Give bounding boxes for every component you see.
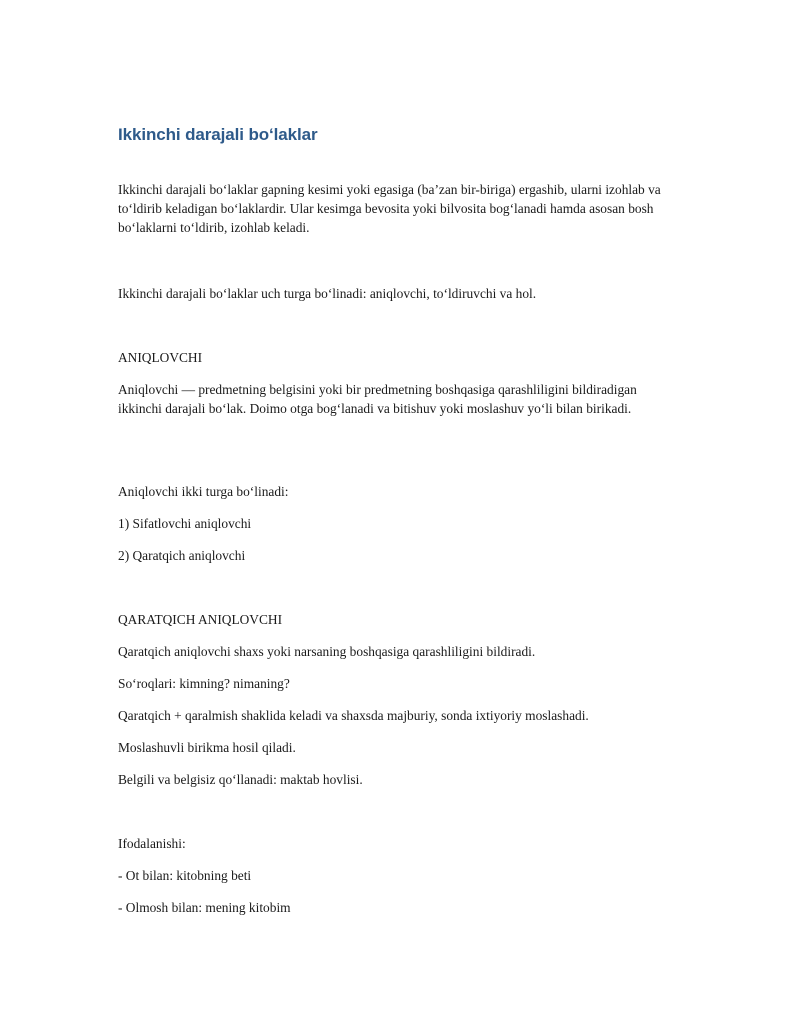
list-item: 2) Qaratqich aniqlovchi [118,548,246,563]
qaratqich-line: Belgili va belgisiz qo‘llanadi: maktab hovlisi. [118,772,363,787]
page-title: Ikkinchi darajali bo‘laklar [118,125,318,144]
ifodalanishi-heading: Ifodalanishi: [118,836,186,851]
list-item: 1) Sifatlovchi aniqlovchi [118,516,252,531]
qaratqich-line: Qaratqich + qaralmish shaklida keladi va shaxsda majburiy, sonda ixtiyoriy moslashadi. [118,708,589,723]
qaratqich-heading: QARATQICH ANIQLOVCHI [118,612,283,627]
types-sentence: Ikkinchi darajali bo‘laklar uch turga bo‘linadi: aniqlovchi, to‘ldiruvchi va hol. [118,286,537,301]
qaratqich-line: Moslashuvli birikma hosil qiladi. [118,740,296,755]
aniqlovchi-heading: ANIQLOVCHI [118,350,203,365]
aniqlovchi-types-intro: Aniqlovchi ikki turga bo‘linadi: [118,484,289,499]
qaratqich-line: So‘roqlari: kimning? nimaning? [118,676,290,691]
intro-paragraph: Ikkinchi darajali bo‘laklar gapning kesimi yoki egasiga (ba’zan bir-biriga) ergashib, ularni izohlab va to‘ldirib keladigan bo‘laklardir. Ular kesimga bevosita yoki bilvosita bog‘lanadi hamda asosan bosh bo‘laklarni to‘ldirib, izohlab keladi. [118,182,661,235]
qaratqich-line: Qaratqich aniqlovchi shaxs yoki narsaning boshqasiga qarashliligini bildiradi. [118,644,536,659]
list-item: - Ot bilan: kitobning beti [118,868,252,883]
aniqlovchi-definition: Aniqlovchi — predmetning belgisini yoki bir predmetning boshqasiga qarashliligini bildiradigan ikkinchi darajali bo‘lak. Doimo otga bog‘lanadi va bitishuv yoki moslashuv yo‘li bilan birikadi. [118,382,637,416]
list-item: - Olmosh bilan: mening kitobim [118,900,291,915]
